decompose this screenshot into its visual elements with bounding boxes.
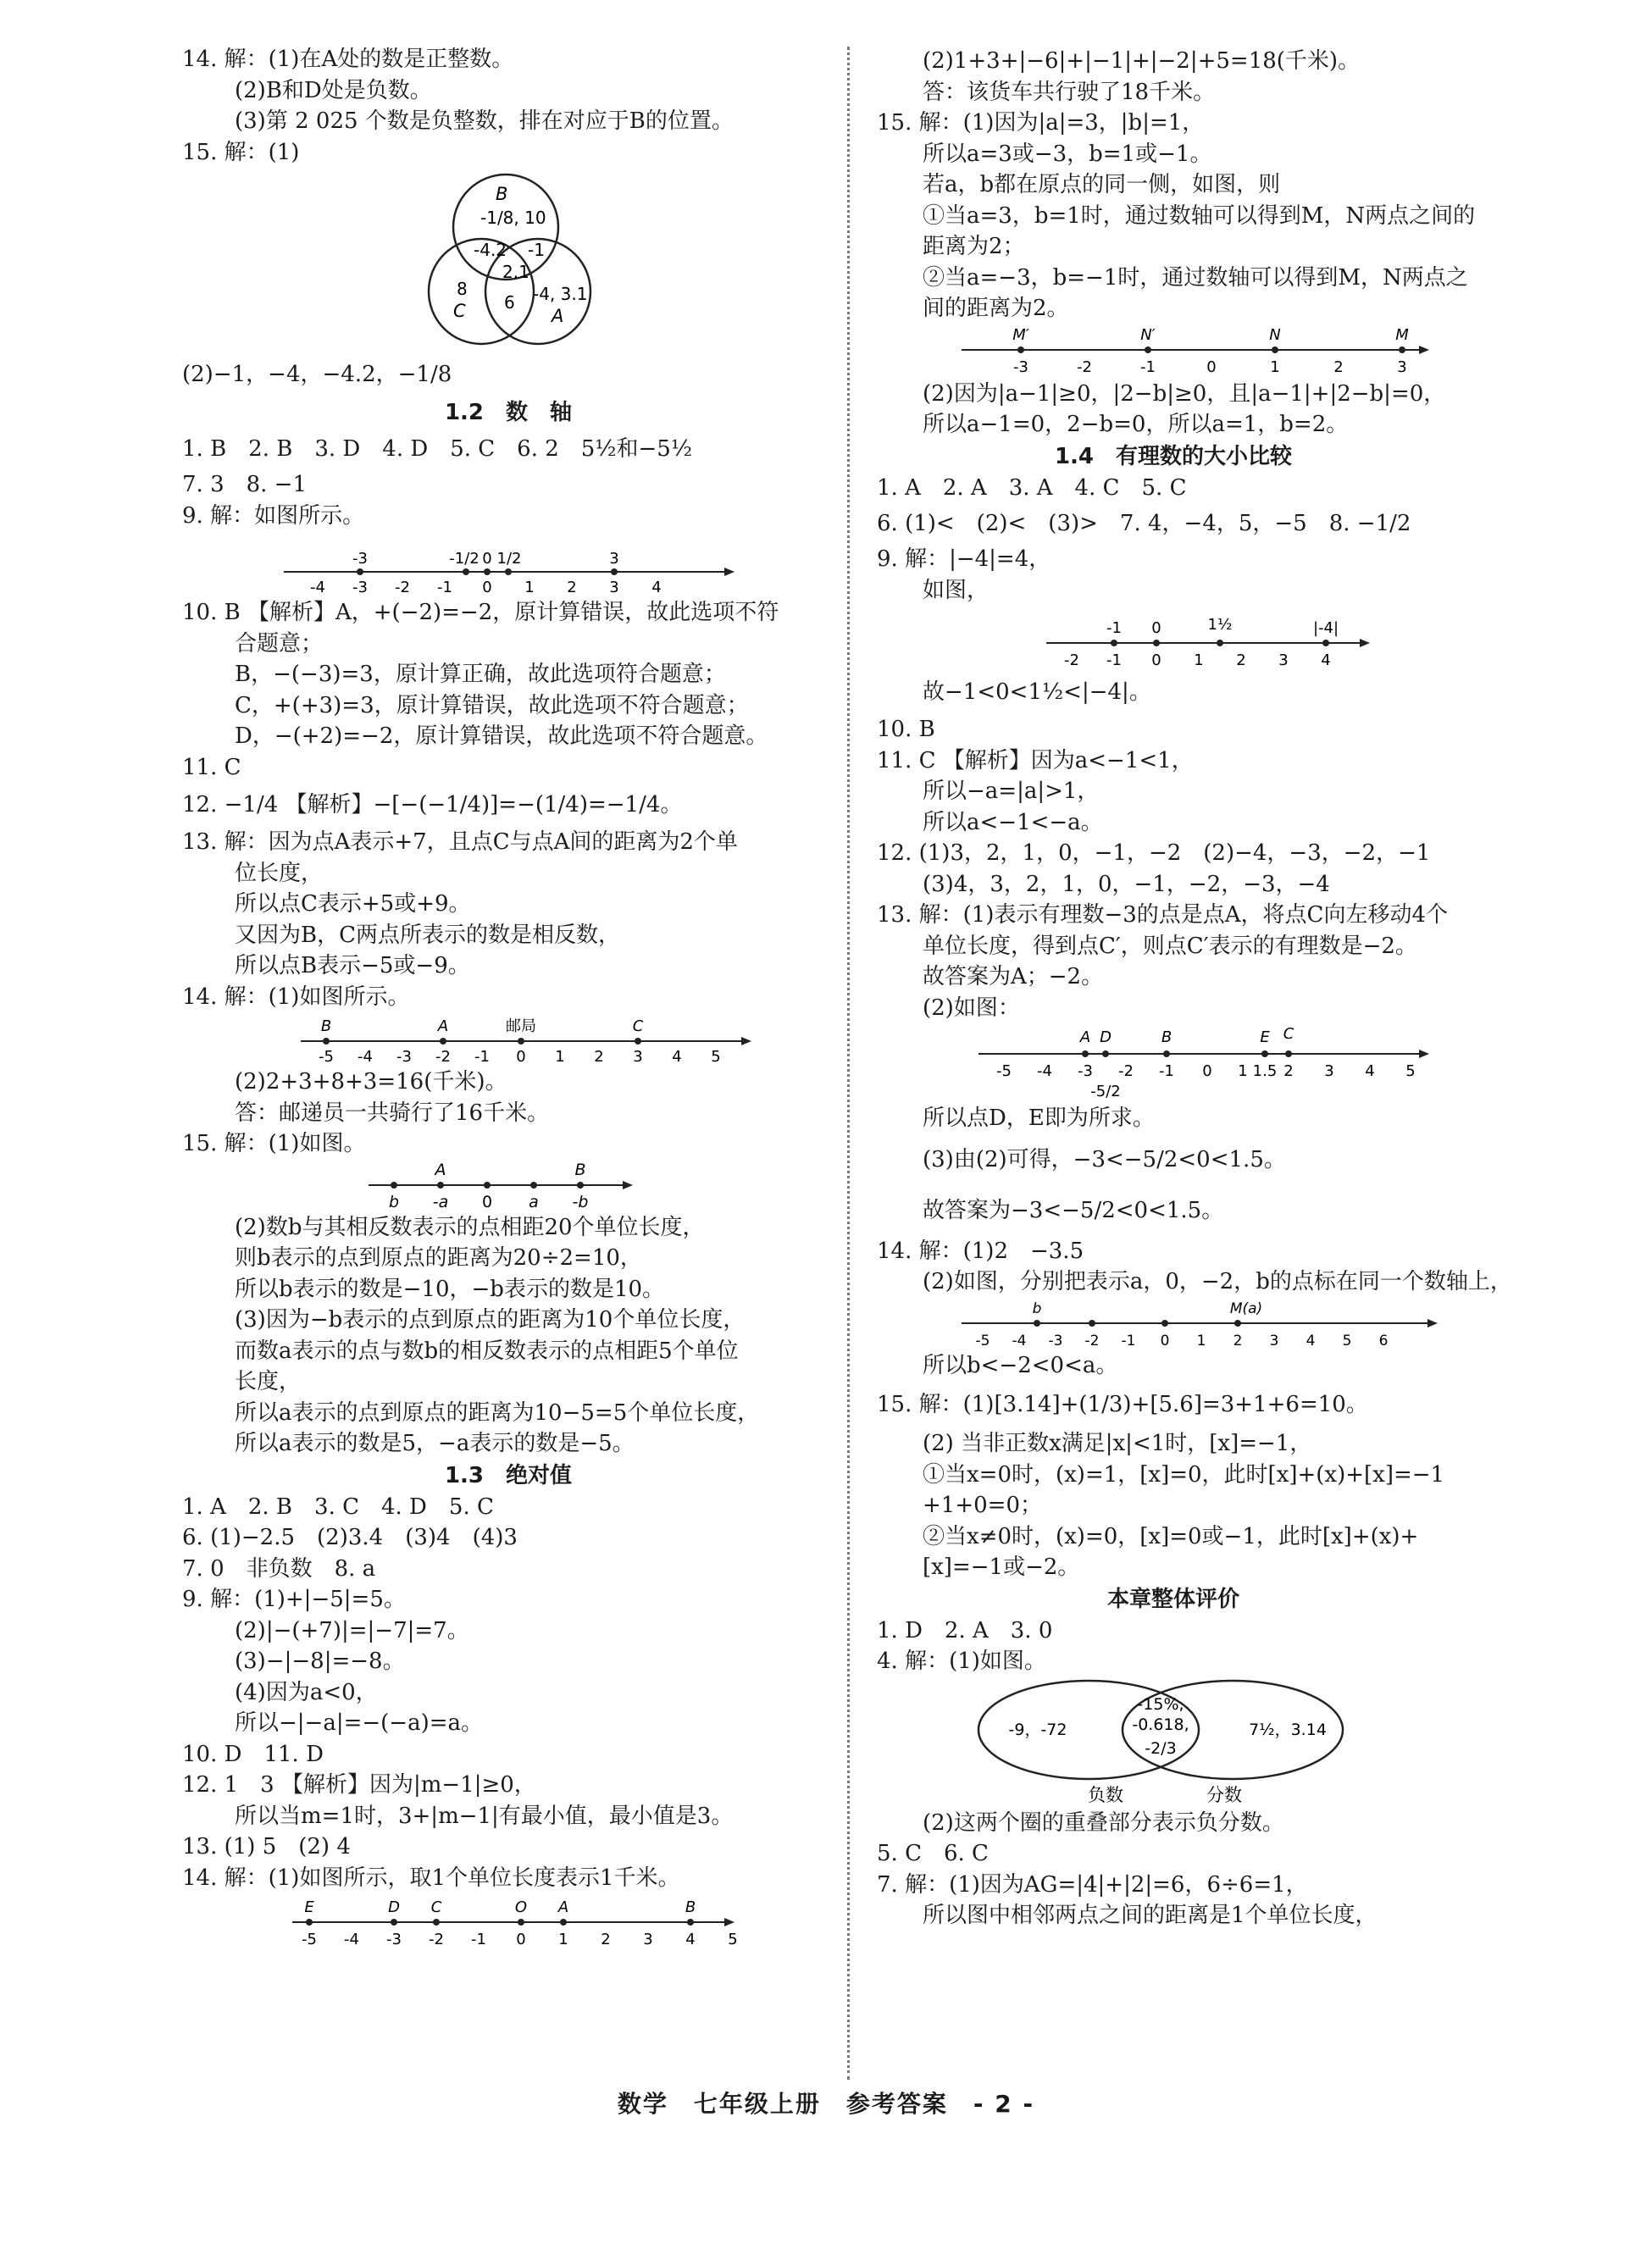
text-line: (2)−1，−4，−4.2，−1/8 [182, 362, 452, 387]
text-line: (4)因为a<0， [235, 1679, 378, 1705]
text-line: 12. −1/4 【解析】−[−(−1/4)]=−(1/4)=−1/4。 [182, 792, 683, 817]
number-line-r3 [877, 1023, 1470, 1103]
number-line-svg [877, 324, 1470, 379]
venn-region-a: -4, 3.1 [533, 284, 588, 304]
venn-diagram-2 [877, 1677, 1470, 1808]
tick-label: 2 [1283, 1062, 1294, 1080]
text-line: 5. C 6. C [877, 1841, 989, 1866]
text-line: 1. D 2. A 3. 0 [877, 1617, 1053, 1643]
tick-label: -2 [1084, 1332, 1100, 1349]
text-line: (3)4，3，2，1，0，−1，−2，−3，−4 [923, 871, 1330, 897]
tick-label: 0 [1151, 651, 1161, 669]
tick-label: -4 [344, 1931, 359, 1948]
text-line: 所以a=3或−3，b=1或−1。 [923, 141, 1212, 167]
text-line: 所以b<−2<0<a。 [923, 1352, 1118, 1378]
number-line-svg [182, 1012, 834, 1067]
tick-label: 5 [1342, 1332, 1352, 1349]
text-line: 6. (1)< (2)< (3)> 7. 4，−4，5，−5 8. −1/2 [877, 511, 1411, 536]
tick-label: -2 [435, 1048, 451, 1066]
text-line: B，−(−3)=3，原计算正确，故此选项符合题意； [235, 662, 726, 687]
text-line: 所以−a=|a|>1， [923, 779, 1100, 804]
text-line: 14. 解：(1)在A处的数是正整数。 [182, 47, 514, 72]
tick-label: 0 [516, 1048, 526, 1066]
tick-label: 5 [728, 1931, 738, 1948]
venn-region-bc: -4.2 [474, 240, 507, 260]
text-line: 故答案为−3<−5/2<0<1.5。 [923, 1197, 1224, 1223]
text-line: 13. 解：因为点A表示+7，且点C与点A间的距离为2个单 [182, 829, 738, 855]
text-line: ②当a=−3，b=−1时，通过数轴可以得到M，N两点之 [923, 264, 1468, 291]
text-line: 如图， [923, 577, 990, 603]
tick-label: -4 [1012, 1332, 1027, 1349]
tick-label: -3 [352, 579, 368, 596]
text-line: 单位长度，得到点C′，则点C′表示的有理数是−2。 [923, 933, 1417, 959]
text-line: [x]=−1或−2。 [923, 1554, 1080, 1580]
text-line: 答：该货车共行驶了18千米。 [923, 79, 1216, 105]
text-line: 15. 解：(1)因为|a|=3，|b|=1， [877, 110, 1205, 136]
text-line: 间的距离为2。 [923, 296, 1069, 321]
venn-label-a: A [552, 306, 564, 326]
tick-label: -3 [1013, 357, 1028, 376]
point-label: B [1161, 1028, 1172, 1046]
number-line-r4 [877, 1298, 1470, 1350]
point-label: -1/2 [449, 550, 480, 568]
tick-label: -5 [319, 1048, 334, 1066]
venn-region-abc: 2.1 [502, 262, 529, 282]
point-label: C [430, 1898, 442, 1916]
number-line-svg [182, 531, 834, 597]
text-line: 10. B [877, 717, 935, 742]
point-label: |-4| [1312, 619, 1339, 637]
venn-overlap-1: -15%, [1137, 1694, 1184, 1714]
tick-label: -1 [437, 579, 452, 596]
text-line: (3)因为−b表示的点到原点的距离为10个单位长度， [235, 1307, 746, 1333]
text-line: (2)|−(+7)|=|−7|=7。 [235, 1617, 469, 1643]
text-line: 9. 解：(1)+|−5|=5。 [182, 1587, 406, 1612]
point-label: 1/2 [496, 550, 522, 568]
tick-label: -2 [395, 579, 410, 596]
text-line: 13. 解：(1)表示有理数−3的点是点A，将点C向左移动4个 [877, 902, 1448, 928]
point-label: b [388, 1192, 400, 1211]
tick-label: -4 [310, 579, 325, 596]
number-line-svg [182, 1160, 834, 1212]
point-label: N′ [1140, 325, 1156, 344]
venn-region-ba: -1 [528, 240, 545, 260]
point-label: 0 [481, 1192, 493, 1211]
venn-overlap-2: -0.618, [1132, 1715, 1189, 1734]
text-line: ①当a=3，b=1时，通过数轴可以得到M，N两点之间的 [923, 202, 1476, 229]
tick-label: 1 [1270, 357, 1280, 376]
text-line: (3)由(2)可得，−3<−5/2<0<1.5。 [923, 1146, 1286, 1172]
tick-label: -3 [396, 1048, 412, 1066]
point-label: -a [432, 1192, 449, 1211]
venn-diagram-1 [182, 168, 834, 352]
venn-svg [877, 1677, 1470, 1808]
left-column [182, 44, 834, 1953]
text-line: 所以点C表示+5或+9。 [235, 891, 471, 917]
number-line-2 [182, 1012, 834, 1067]
tick-label: 2 [594, 1048, 604, 1066]
tick-label: -1 [1106, 651, 1122, 669]
tick-label: 0 [1206, 357, 1217, 376]
number-line-svg [877, 1298, 1470, 1350]
tick-label: 4 [685, 1931, 696, 1948]
text-line: (2)数b与其相反数表示的点相距20个单位长度， [235, 1214, 705, 1240]
point-label: 0 [482, 550, 492, 568]
text-line: 12. (1)3，2，1，0，−1，−2 (2)−4，−3，−2，−1 [877, 840, 1431, 866]
point-label: A [557, 1898, 569, 1916]
text-line: 11. C [182, 754, 241, 780]
tick-label: 2 [1333, 357, 1344, 376]
text-line: 14. 解：(1)2 −3.5 [877, 1238, 1084, 1264]
tick-label: 4 [1321, 651, 1331, 669]
number-line-4 [182, 1893, 834, 1953]
text-line: 所以当m=1时，3+|m−1|有最小值，最小值是3。 [235, 1803, 734, 1829]
tick-label: 1 [555, 1048, 565, 1066]
tick-label: -5 [996, 1062, 1012, 1080]
venn-region-c: 8 [457, 279, 468, 299]
tick-label: -2 [1077, 357, 1092, 376]
point-label: E [304, 1898, 314, 1916]
number-line-svg [877, 1023, 1470, 1103]
text-line: (2)1+3+|−6|+|−1|+|−2|+5=18(千米)。 [923, 48, 1361, 74]
point-label: M(a) [1229, 1300, 1263, 1317]
text-line: 所以a<−1<−a。 [923, 809, 1103, 835]
tick-label: 0 [1202, 1062, 1212, 1080]
tick-label: -1 [471, 1931, 486, 1948]
text-line: 所以图中相邻两点之间的距离是1个单位长度， [923, 1903, 1378, 1928]
text-line: 长度， [235, 1369, 302, 1394]
text-line: (3)−|−8|=−8。 [235, 1649, 405, 1674]
text-line: 13. (1) 5 (2) 4 [182, 1834, 351, 1859]
point-label: D [388, 1898, 400, 1916]
text-line: +1+0=0； [923, 1493, 1042, 1518]
text-line: (2)2+3+8+3=16(千米)。 [235, 1069, 507, 1095]
venn-label-c: C [453, 301, 466, 321]
tick-label: 3 [633, 1048, 643, 1066]
text-line: ①当x=0时，(x)=1，[x]=0，此时[x]+(x)+[x]=−1 [923, 1461, 1445, 1488]
text-line: C，+(+3)=3，原计算错误，故此选项不符合题意； [235, 692, 749, 718]
text-line: 所以a表示的点到原点的距离为10−5=5个单位长度， [235, 1399, 760, 1426]
number-line-r1 [877, 324, 1470, 379]
point-label: B [574, 1160, 586, 1179]
text-line: 故−1<0<1½<|−4|。 [923, 679, 1151, 705]
tick-label: -4 [1037, 1062, 1052, 1080]
point-label: D [1100, 1028, 1111, 1046]
text-line: 15. 解：(1)[3.14]+(1/3)+[5.6]=3+1+6=10。 [877, 1392, 1368, 1417]
text-line: (3)第 2 025 个数是负整数，排在对应于B的位置。 [235, 108, 734, 134]
tick-label: 1 [1194, 651, 1204, 669]
text-line: (2)B和D处是负数。 [235, 77, 432, 103]
venn-region-fraction: 7½，3.14 [1249, 1720, 1327, 1739]
point-label: C [632, 1017, 644, 1035]
text-line: 若a，b都在原点的同一侧，如图，则 [923, 172, 1281, 197]
point-label: A [1079, 1028, 1091, 1046]
text-line: 1. A 2. B 3. C 4. D 5. C [182, 1494, 494, 1520]
tick-label: 3 [1324, 1062, 1334, 1080]
tick-label: 2 [601, 1931, 611, 1948]
tick-label: 3 [1397, 357, 1407, 376]
tick-label: 6 [1378, 1332, 1389, 1349]
tick-label: 1 [558, 1931, 568, 1948]
text-line: 15. 解：(1) [182, 139, 300, 165]
text-line: 所以b表示的数是−10，−b表示的数是10。 [235, 1276, 665, 1302]
point-label: a [529, 1192, 539, 1211]
venn-label-b: B [496, 184, 508, 204]
point-label: M [1395, 325, 1409, 344]
text-line: 10. B 【解析】A，+(−2)=−2，原计算错误，故此选项不符 [182, 600, 779, 625]
point-label: A [437, 1017, 449, 1035]
tick-label: 5 [1405, 1062, 1416, 1080]
point-label: 1½ [1207, 616, 1233, 634]
text-line: 15. 解：(1)如图。 [182, 1131, 366, 1156]
tick-label: 3 [609, 579, 619, 596]
text-line: (2)因为|a−1|≥0，|2−b|≥0，且|a−1|+|2−b|=0， [923, 380, 1446, 407]
tick-label: -1 [474, 1048, 490, 1066]
tick-label: 5 [711, 1048, 721, 1066]
venn-overlap-3: -2/3 [1145, 1738, 1177, 1758]
number-line-1 [182, 531, 834, 597]
tick-label: 1 [1196, 1332, 1206, 1349]
venn-region-b: -1/8, 10 [480, 208, 546, 228]
tick-label: 2 [1233, 1332, 1243, 1349]
text-line: 所以−|−a|=−(−a)=a。 [235, 1710, 484, 1736]
text-line: 7. 3 8. −1 [182, 472, 308, 497]
tick-label: 0 [1160, 1332, 1170, 1349]
venn-region-ac: 6 [504, 292, 515, 313]
point-label: 邮局 [506, 1017, 536, 1035]
tick-label: -1 [1159, 1062, 1174, 1080]
text-line: 所以a−1=0，2−b=0，所以a=1，b=2。 [923, 412, 1349, 437]
tick-label: 3 [643, 1931, 653, 1948]
point-label: A [435, 1160, 446, 1179]
tick-label: 2 [1236, 651, 1246, 669]
point-label: 0 [1151, 619, 1161, 637]
text-line: (2)这两个圈的重叠部分表示负分数。 [923, 1809, 1284, 1836]
section-title: 本章整体评价 [1106, 1586, 1239, 1612]
tick-label: -2 [1118, 1062, 1134, 1080]
point-label: B [685, 1898, 696, 1916]
point-label: 3 [609, 550, 619, 568]
text-line: 位长度， [235, 860, 324, 886]
number-line-svg [182, 1893, 834, 1953]
point-label: -b [572, 1192, 589, 1211]
tick-label: 4 [672, 1048, 682, 1066]
point-label: -5/2 [1090, 1083, 1121, 1100]
point-label: -1 [1106, 619, 1122, 637]
point-label: b [1032, 1300, 1042, 1317]
text-line: (2)如图： [923, 995, 1020, 1021]
number-line-r2 [877, 606, 1470, 670]
text-line: 则b表示的点到原点的距离为20÷2=10， [235, 1245, 642, 1271]
text-line: 又因为B，C两点所表示的数是相反数， [235, 922, 621, 948]
venn-label-negative: 负数 [1088, 1784, 1123, 1805]
page-footer: 数学 七年级上册 参考答案 - 2 - [617, 2090, 1035, 2118]
text-line: 答：邮递员一共骑行了16千米。 [235, 1100, 550, 1126]
section-title: 1.4 有理数的大小比较 [1054, 443, 1293, 469]
tick-label: -5 [975, 1332, 990, 1349]
text-line: 11. C 【解析】因为a<−1<1， [877, 747, 1194, 773]
tick-label: 0 [516, 1931, 526, 1948]
text-line: 故答案为A；−2。 [923, 964, 1104, 989]
text-line: 12. 1 3 【解析】因为|m−1|≥0， [182, 1772, 536, 1798]
text-line: 9. 解：|−4|=4， [877, 546, 1051, 572]
text-line: 14. 解：(1)如图所示。 [182, 984, 410, 1010]
tick-label: -5 [302, 1931, 317, 1948]
text-line: 14. 解：(1)如图所示，取1个单位长度表示1千米。 [182, 1865, 680, 1891]
text-line: 所以点B表示−5或−9。 [235, 953, 470, 978]
section-title: 1.3 绝对值 [444, 1462, 573, 1488]
point-label: C [1283, 1025, 1294, 1043]
text-line: 而数a表示的点与数b的相反数表示的点相距5个单位 [235, 1338, 739, 1364]
text-line: 9. 解：如图所示。 [182, 502, 365, 529]
tick-label: -1 [1140, 357, 1156, 376]
number-line-3 [182, 1160, 834, 1212]
tick-label: -2 [429, 1931, 444, 1948]
column-divider [847, 47, 850, 2080]
number-line-svg [877, 606, 1470, 670]
tick-label: 4 [1365, 1062, 1375, 1080]
tick-label: 1 [1238, 1062, 1248, 1080]
tick-label: -3 [386, 1931, 402, 1948]
text-line: 1. B 2. B 3. D 4. D 5. C 6. 2 5½和−5½ [182, 436, 693, 462]
tick-label: -2 [1064, 651, 1079, 669]
tick-label: -3 [1078, 1062, 1093, 1080]
right-column [877, 46, 1512, 1931]
text-line: (2)如图，分别把表示a，0，−2，b的点标在同一个数轴上， [923, 1269, 1512, 1294]
text-line: 6. (1)−2.5 (2)3.4 (3)4 (4)3 [182, 1525, 518, 1550]
text-line: 所以a表示的数是5，−a表示的数是−5。 [235, 1431, 635, 1456]
point-label: B [320, 1017, 332, 1035]
venn-label-fraction: 分数 [1206, 1784, 1242, 1805]
venn-svg [182, 168, 834, 352]
section-title: 1.2 数 轴 [444, 400, 573, 425]
tick-label: 2 [567, 579, 577, 596]
text-line: D，−(+2)=−2，原计算错误，故此选项不符合题意。 [235, 723, 768, 749]
text-line: 4. 解：(1)如图。 [877, 1649, 1046, 1674]
tick-label: 1.5 [1252, 1062, 1278, 1080]
point-label: -3 [352, 550, 368, 568]
text-line: 所以点D，E即为所求。 [923, 1106, 1155, 1131]
tick-label: -4 [358, 1048, 373, 1066]
tick-label: -3 [1048, 1332, 1063, 1349]
point-label: M′ [1012, 325, 1029, 344]
tick-label: -1 [1121, 1332, 1136, 1349]
venn-region-negative: -9，-72 [1008, 1720, 1067, 1739]
tick-label: 1 [524, 579, 535, 596]
tick-label: 0 [482, 579, 492, 596]
text-line: 7. 0 非负数 8. a [182, 1555, 376, 1582]
point-label: N [1269, 325, 1281, 344]
tick-label: 3 [1278, 651, 1289, 669]
text-line: 1. A 2. A 3. A 4. C 5. C [877, 474, 1187, 501]
tick-label: 4 [651, 579, 662, 596]
text-line: ②当x≠0时，(x)=0，[x]=0或−1，此时[x]+(x)+ [923, 1523, 1419, 1549]
text-line: 合题意； [235, 630, 324, 657]
point-label: E [1260, 1028, 1270, 1046]
text-line: 10. D 11. D [182, 1741, 324, 1767]
text-line: 7. 解：(1)因为AG=|4|+|2|=6，6÷6=1， [877, 1871, 1308, 1898]
tick-label: 4 [1306, 1332, 1316, 1349]
tick-label: 3 [1269, 1332, 1279, 1349]
text-line: (2) 当非正数x满足|x|<1时，[x]=−1， [923, 1431, 1312, 1456]
point-label: O [514, 1898, 528, 1916]
text-line: 距离为2； [923, 234, 1025, 259]
